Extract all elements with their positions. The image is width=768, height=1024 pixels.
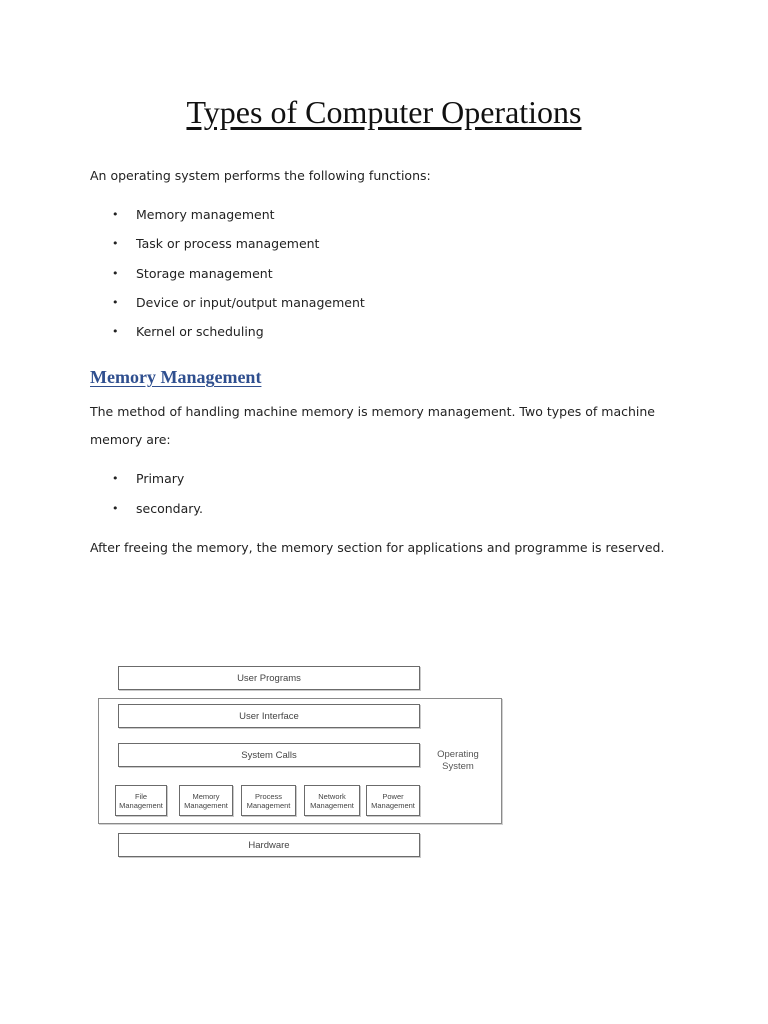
list-item <box>112 236 365 265</box>
list-item <box>112 207 365 236</box>
network-management-box: Network Management <box>304 785 360 816</box>
process-management-box: Process Management <box>241 785 296 816</box>
list-item-text: Device or input/output management <box>136 294 365 310</box>
bullet-icon: • <box>112 208 119 221</box>
list-item <box>112 324 365 353</box>
list-item-text: secondary. <box>136 501 203 516</box>
hardware-box: Hardware <box>118 833 420 857</box>
memory-types-list <box>112 471 203 531</box>
bullet-icon: • <box>112 295 119 309</box>
memory-management-heading: Memory Management <box>90 367 262 387</box>
memory-paragraph-line-1: The method of handling machine memory is memory management. Two types of machine <box>90 404 655 419</box>
memory-paragraph-line-2: memory are: <box>90 432 171 447</box>
list-item-text: Primary <box>136 471 185 486</box>
memory-management-box: Memory Management <box>179 785 233 816</box>
user-programs-box: User Programs <box>118 666 420 690</box>
file-management-box: File Management <box>115 785 167 816</box>
user-interface-box: User Interface <box>118 704 420 728</box>
page-title: Types of Computer Operations <box>186 94 582 130</box>
functions-list <box>112 207 365 353</box>
list-item-text: Kernel or scheduling <box>136 324 264 340</box>
operating-system-label: Operating System <box>437 749 479 772</box>
system-calls-box: System Calls <box>118 743 420 767</box>
intro-text: An operating system performs the following functions: <box>90 168 431 183</box>
closing-text: After freeing the memory, the memory section for applications and programme is reserved. <box>90 540 665 555</box>
list-item <box>112 295 365 324</box>
bullet-icon: • <box>112 325 119 339</box>
bullet-icon: • <box>112 237 119 251</box>
bullet-icon: • <box>112 266 119 280</box>
power-management-box: Power Management <box>366 785 420 816</box>
bullet-icon: • <box>112 472 119 485</box>
list-item-text: Task or process management <box>136 236 320 252</box>
os-architecture-diagram <box>96 662 506 862</box>
bullet-icon: • <box>112 502 119 515</box>
list-item <box>112 501 203 531</box>
list-item-text: Storage management <box>136 265 273 281</box>
list-item <box>112 266 365 295</box>
list-item <box>112 471 203 501</box>
list-item-text: Memory management <box>136 207 275 222</box>
